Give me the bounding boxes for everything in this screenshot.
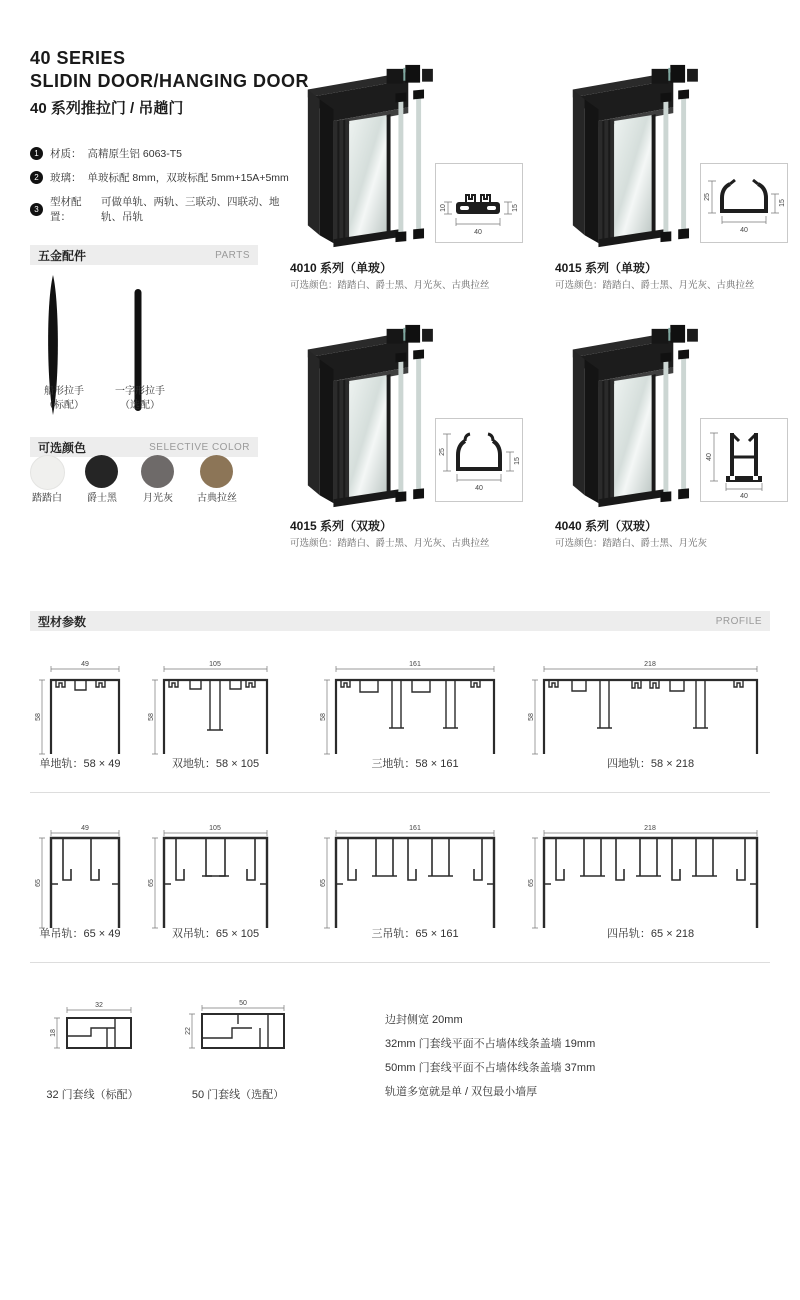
door-render-4010 (288, 60, 436, 252)
door-render-4040 (553, 320, 701, 512)
svg-text:50: 50 (239, 1000, 247, 1007)
svg-text:10: 10 (440, 204, 447, 212)
svg-text:40: 40 (706, 453, 713, 461)
color-swatch-white (30, 455, 65, 490)
color-label: 古典拉丝 (197, 493, 237, 504)
casing-notes (385, 1008, 595, 1104)
profile-title-en: PROFILE (715, 615, 762, 627)
product-colors: 可选颜色：踏踏白、爵士黑、月光灰、古典拉丝 (290, 538, 490, 549)
product-colors: 可选颜色：踏踏白、爵士黑、月光灰、古典拉丝 (290, 280, 490, 291)
hanging-track-1-drawing (35, 822, 125, 934)
svg-text:218: 218 (644, 825, 656, 832)
page-title-en-2: SLIDIN DOOR/HANGING DOOR (30, 71, 310, 91)
svg-text:218: 218 (644, 661, 656, 668)
svg-text:40: 40 (740, 493, 748, 500)
door-render-4015d (288, 320, 436, 512)
ground-track-3-label: 三地轨：58 × 161 (371, 758, 459, 770)
svg-text:49: 49 (81, 825, 89, 832)
svg-text:40: 40 (475, 485, 483, 492)
hanging-track-1-label: 单吊轨：65 × 49 (39, 928, 121, 940)
profile-box-4015s (700, 163, 788, 243)
colors-title-en: SELECTIVE COLOR (149, 441, 250, 453)
svg-text:65: 65 (528, 879, 535, 887)
svg-text:105: 105 (209, 661, 221, 668)
spec-item (30, 170, 290, 185)
profile-drawing-4015s (701, 164, 787, 242)
profile-box-4040 (700, 418, 788, 502)
svg-text:15: 15 (779, 199, 786, 207)
spec-item (30, 194, 290, 224)
page-title-cn: 40 系列推拉门 / 吊趟门 (30, 100, 184, 117)
spec-value: 单玻标配 8mm，双玻标配 5mm+15A+5mm (87, 172, 289, 184)
spec-number-badge: 1 (30, 147, 43, 160)
spec-label: 材质： (50, 148, 82, 160)
spec-item (30, 146, 290, 161)
profile-drawing-4015d (436, 419, 522, 501)
parts-section-header (30, 245, 258, 265)
parts-title-en: PARTS (215, 249, 250, 261)
svg-text:65: 65 (320, 879, 327, 887)
product-name: 4010 系列（单玻） (290, 261, 393, 275)
spec-value: 可做单轨、两轨、三联动、四联动、地轨、吊轨 (101, 196, 280, 223)
svg-text:58: 58 (148, 713, 155, 721)
note-line: 边封侧宽 20mm (385, 1014, 463, 1026)
svg-text:65: 65 (35, 879, 42, 887)
svg-text:18: 18 (50, 1029, 57, 1037)
profile-section-header (30, 611, 770, 631)
casing-50-drawing (180, 1000, 295, 1064)
product-name: 4015 系列（单玻） (555, 261, 658, 275)
note-line: 轨道多宽就是单 / 双包最小墙厚 (385, 1086, 538, 1098)
svg-text:58: 58 (528, 713, 535, 721)
hanging-track-4-drawing (528, 822, 773, 934)
ground-track-2-drawing (148, 658, 283, 760)
spec-number-badge: 3 (30, 203, 43, 216)
color-swatch-black (85, 455, 118, 488)
color-label: 踏踏白 (32, 493, 62, 504)
part-label-straight: 一字形拉手 （选配） (115, 386, 165, 411)
product-colors: 可选颜色：踏踏白、爵士黑、月光灰、古典拉丝 (555, 280, 755, 291)
svg-text:15: 15 (512, 204, 519, 212)
svg-text:65: 65 (148, 879, 155, 887)
svg-text:15: 15 (514, 457, 521, 465)
hanging-track-2-drawing (148, 822, 283, 934)
color-label: 爵士黑 (87, 493, 117, 504)
casing-32-label: 32 门套线（标配） (46, 1089, 139, 1101)
ground-track-1-label: 单地轨：58 × 49 (39, 758, 121, 770)
svg-text:58: 58 (320, 713, 327, 721)
ground-track-4-label: 四地轨：58 × 218 (606, 758, 695, 770)
casing-50-label: 50 门套线（选配） (191, 1089, 285, 1101)
svg-text:40: 40 (474, 229, 482, 236)
section-divider (30, 962, 770, 963)
color-label: 月光灰 (143, 493, 173, 504)
product-name: 4015 系列（双玻） (290, 519, 393, 533)
page-title-en-1: 40 SERIES (30, 48, 126, 68)
svg-text:32: 32 (95, 1002, 103, 1009)
hanging-track-3-drawing (320, 822, 510, 934)
hanging-track-3-label: 三吊轨：65 × 161 (371, 928, 459, 940)
svg-text:49: 49 (81, 661, 89, 668)
product-colors: 可选颜色：踏踏白、爵士黑、月光灰 (555, 538, 708, 549)
ground-track-3-drawing (320, 658, 510, 760)
hanging-track-4-label: 四吊轨：65 × 218 (606, 928, 695, 940)
spec-label: 型材配置： (50, 196, 82, 223)
door-render-4015s (553, 60, 701, 252)
parts-title-cn: 五金配件 (38, 248, 87, 263)
colors-section-header (30, 437, 258, 457)
spec-list (30, 146, 290, 233)
svg-text:25: 25 (439, 448, 446, 456)
spec-label: 玻璃： (50, 172, 82, 184)
note-line: 32mm 门套线平面不占墙体线条盖墙 19mm (385, 1038, 596, 1050)
product-name: 4040 系列（双玻） (555, 519, 658, 533)
casing-32-drawing (45, 1000, 140, 1064)
svg-text:25: 25 (704, 193, 711, 201)
svg-text:161: 161 (409, 825, 421, 832)
profile-box-4010 (435, 163, 523, 243)
part-label-boat: 船形拉手 （标配） (44, 386, 84, 411)
hanging-track-2-label: 双吊轨：65 × 105 (171, 928, 260, 940)
svg-text:161: 161 (409, 661, 421, 668)
colors-title-cn: 可选颜色 (38, 440, 87, 455)
color-swatch-gray (141, 455, 174, 488)
profile-drawing-4010 (436, 164, 522, 242)
ground-track-1-drawing (35, 658, 125, 760)
spec-value: 高精原生铝 6063-T5 (87, 148, 183, 160)
ground-track-4-drawing (528, 658, 773, 760)
profile-title-cn: 型材参数 (38, 614, 87, 629)
section-divider (30, 792, 770, 793)
profile-box-4015d (435, 418, 523, 502)
svg-text:40: 40 (740, 227, 748, 234)
svg-text:105: 105 (209, 825, 221, 832)
svg-text:58: 58 (35, 713, 42, 721)
color-swatch-bronze (200, 455, 233, 488)
spec-number-badge: 2 (30, 171, 43, 184)
note-line: 50mm 门套线平面不占墙体线条盖墙 37mm (385, 1062, 596, 1074)
svg-text:22: 22 (185, 1027, 192, 1035)
ground-track-2-label: 双地轨：58 × 105 (171, 758, 260, 770)
profile-drawing-4040 (701, 419, 787, 501)
